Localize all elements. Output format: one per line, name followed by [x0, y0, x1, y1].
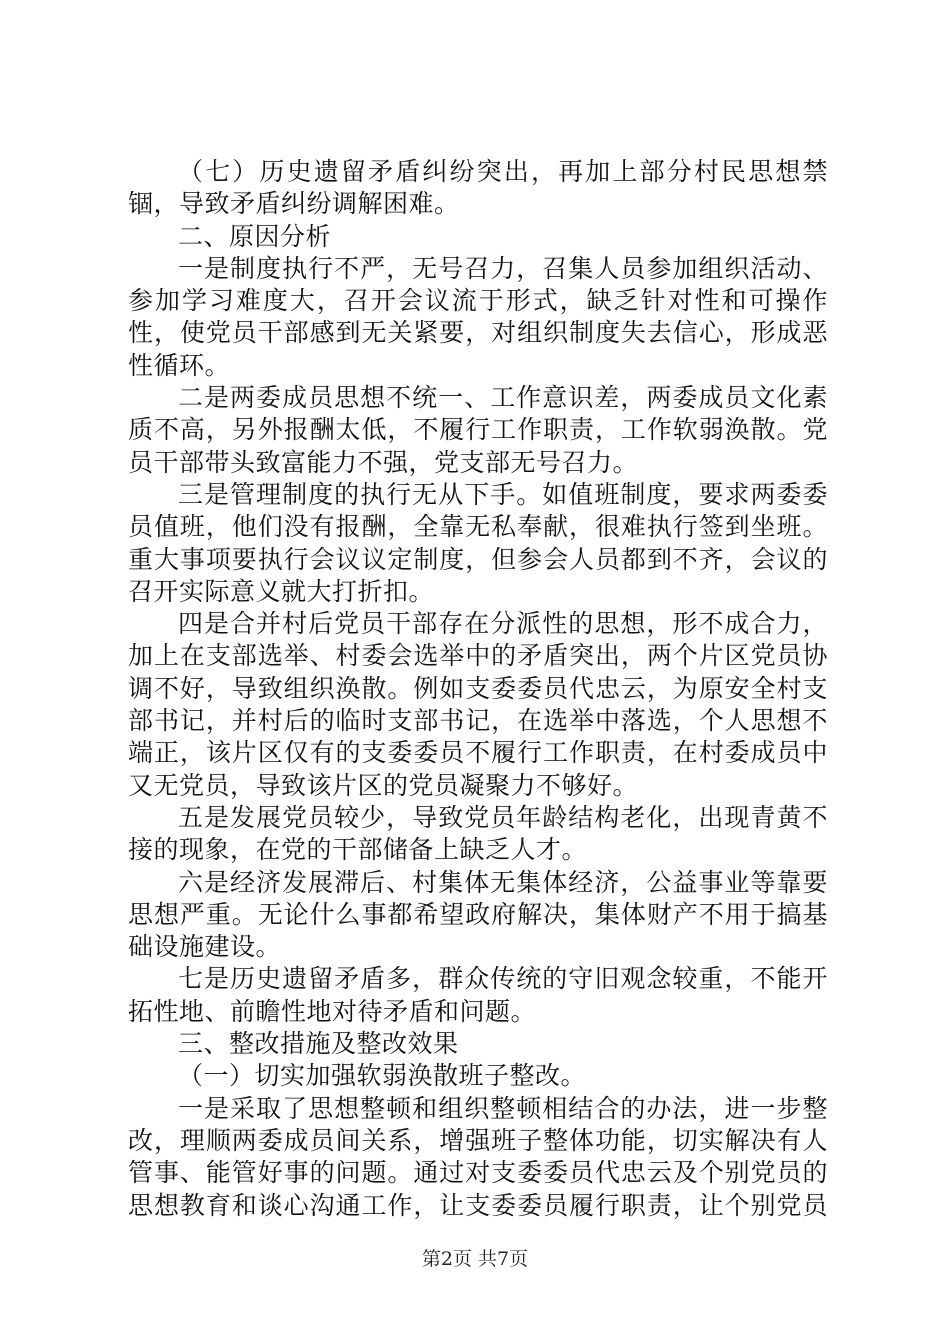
paragraph-history-disputes: （七）历史遗留矛盾纠纷突出，再加上部分村民思想禁锢，导致矛盾纠纷调解困难。 [128, 157, 828, 219]
page-number-footer: 第2页 共7页 [421, 1248, 529, 1270]
paragraph-cause-3: 三是管理制度的执行无从下手。如值班制度，要求两委委员值班，他们没有报酬，全靠无私奉献，很难执行签到坐班。重大事项要执行会议议定制度，但参会人员都到不齐，会议的召开实际意义就大打折扣。 [128, 479, 828, 606]
paragraph-cause-2: 二是两委成员思想不统一、工作意识差，两委成员文化素质不高，另外报酬太低，不履行工作职责，工作软弱涣散。党员干部带头致富能力不强，党支部无号召力。 [128, 383, 828, 477]
paragraph-cause-1: 一是制度执行不严，无号召力，召集人员参加组织活动、参加学习难度大，召开会议流于形式，缺乏针对性和可操作性，使党员干部感到无关紧要，对组织制度失去信心，形成恶性循环。 [128, 253, 828, 380]
subheading-rectification-1: （一）切实加强软弱涣散班子整改。 [178, 1061, 587, 1091]
section-heading-rectification: 三、整改措施及整改效果 [178, 1029, 459, 1059]
document-body [128, 156, 828, 1222]
paragraph-cause-6: 六是经济发展滞后、村集体无集体经济，公益事业等靠要思想严重。无论什么事都希望政府解决，集体财产不用于搞基础设施建设。 [128, 867, 828, 962]
section-heading-cause-analysis: 二、原因分析 [178, 221, 332, 251]
paragraph-cause-5: 五是发展党员较少，导致党员年龄结构老化，出现青黄不接的现象，在党的干部储备上缺乏人才。 [128, 802, 828, 865]
paragraph-cause-4: 四是合并村后党员干部存在分派性的思想，形不成合力，加上在支部选举、村委会选举中的矛盾突出，两个片区党员协调不好，导致组织涣散。例如支委委员代忠云，为原安全村支部书记，并村后的临时支部书记，在选举中落选，个人思想不端正，该片区仅有的支委委员不履行工作职责，在村委成员中又无党员，导致该片区的党员凝聚力不够好。 [128, 609, 828, 800]
paragraph-cause-7: 七是历史遗留矛盾多，群众传统的守旧观念较重，不能开拓性地、前瞻性地对待矛盾和问题。 [128, 964, 828, 1026]
paragraph-measure-1: 一是采取了思想整顿和组织整顿相结合的办法，进一步整改，理顺两委成员间关系，增强班子整体功能，切实解决有人管事、能管好事的问题。通过对支委委员代忠云及个别党员的思想教育和谈心沟通工作，让支委委员履行职责，让个别党员 [128, 1093, 828, 1220]
